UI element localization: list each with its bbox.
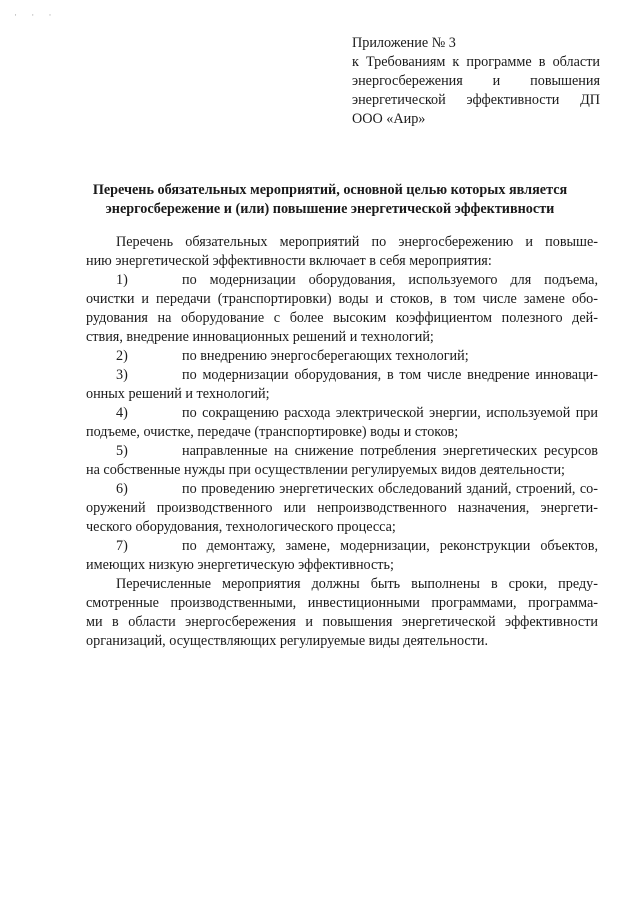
closing-line: ми в области энергосбережения и повышения энергетической эффективности [86, 614, 598, 630]
closing-line: Перечисленные мероприятия должны быть выполнены в сроки, преду- [116, 576, 598, 592]
list-item-continuation: очистки и передачи (транспортировки) воды и стоков, в том числе замене обо- [86, 291, 598, 307]
list-item-number: 6) [116, 481, 128, 497]
list-item-continuation: ствия, внедрение инновационных решений и технологий; [86, 329, 434, 345]
list-item-1 [86, 271, 598, 290]
list-item-text: по внедрению энергосберегающих технологий; [182, 348, 469, 364]
closing-line: организаций, осуществляющих регулируемые виды деятельности. [86, 633, 489, 649]
scan-corner-marks: · · · [14, 10, 58, 20]
title-line: энергосбережение и (или) повышение энергетической эффективности [105, 201, 555, 217]
list-item-5 [86, 442, 598, 461]
list-item-number: 1) [116, 272, 128, 288]
list-item-continuation: ческого оборудования, технологического процесса; [86, 519, 396, 535]
list-item-continuation: на собственные нужды при осуществлении регулируемых видов деятельности; [86, 462, 566, 478]
list-item-text: по демонтажу, замене, модернизации, реконструкции объектов, [182, 538, 598, 554]
appendix-line: ООО «Аир» [352, 111, 426, 127]
appendix-line: энергетической эффективности ДП [352, 92, 600, 108]
list-item-continuation: подъеме, очистке, передаче (транспортировке) воды и стоков; [86, 424, 459, 440]
list-item-number: 2) [116, 348, 128, 364]
closing-line: смотренные производственными, инвестиционными программами, программа- [86, 595, 598, 611]
title-line: Перечень обязательных мероприятий, основной целью которых является [92, 182, 568, 198]
list-item-7 [86, 537, 598, 556]
list-item-2 [86, 347, 598, 366]
document-title [80, 181, 580, 219]
list-item-6 [86, 480, 598, 499]
list-item-text: по модернизации оборудования, используемого для подъема, [182, 272, 598, 288]
list-item-text: по модернизации оборудования, в том числе внедрение инноваци- [182, 367, 598, 383]
appendix-line: Приложение № 3 [352, 35, 456, 51]
list-item-3 [86, 366, 598, 385]
list-item-number: 7) [116, 538, 128, 554]
appendix-header [352, 34, 600, 129]
document-body [86, 233, 598, 651]
list-item-continuation: имеющих низкую энергетическую эффективность; [86, 557, 394, 573]
list-item-continuation: оружений производственного или непроизводственного назначения, энергети- [86, 500, 598, 516]
intro-line: нию энергетической эффективности включает в себя мероприятия: [86, 253, 492, 269]
appendix-line: энергосбережения и повышения [352, 73, 600, 89]
list-item-4 [86, 404, 598, 423]
list-item-continuation: рудования на оборудование с более высоким коэффициентом полезного дей- [86, 310, 598, 326]
list-item-text: направленные на снижение потребления энергетических ресурсов [182, 443, 598, 459]
appendix-line: к Требованиям к программе в области [352, 54, 600, 70]
list-item-number: 3) [116, 367, 128, 383]
list-item-text: по сокращению расхода электрической энергии, используемой при [182, 405, 598, 421]
list-item-number: 4) [116, 405, 128, 421]
list-item-continuation: онных решений и технологий; [86, 386, 270, 402]
list-item-number: 5) [116, 443, 128, 459]
list-item-text: по проведению энергетических обследований зданий, строений, со- [182, 481, 598, 497]
intro-line: Перечень обязательных мероприятий по энергосбережению и повыше- [116, 234, 598, 250]
